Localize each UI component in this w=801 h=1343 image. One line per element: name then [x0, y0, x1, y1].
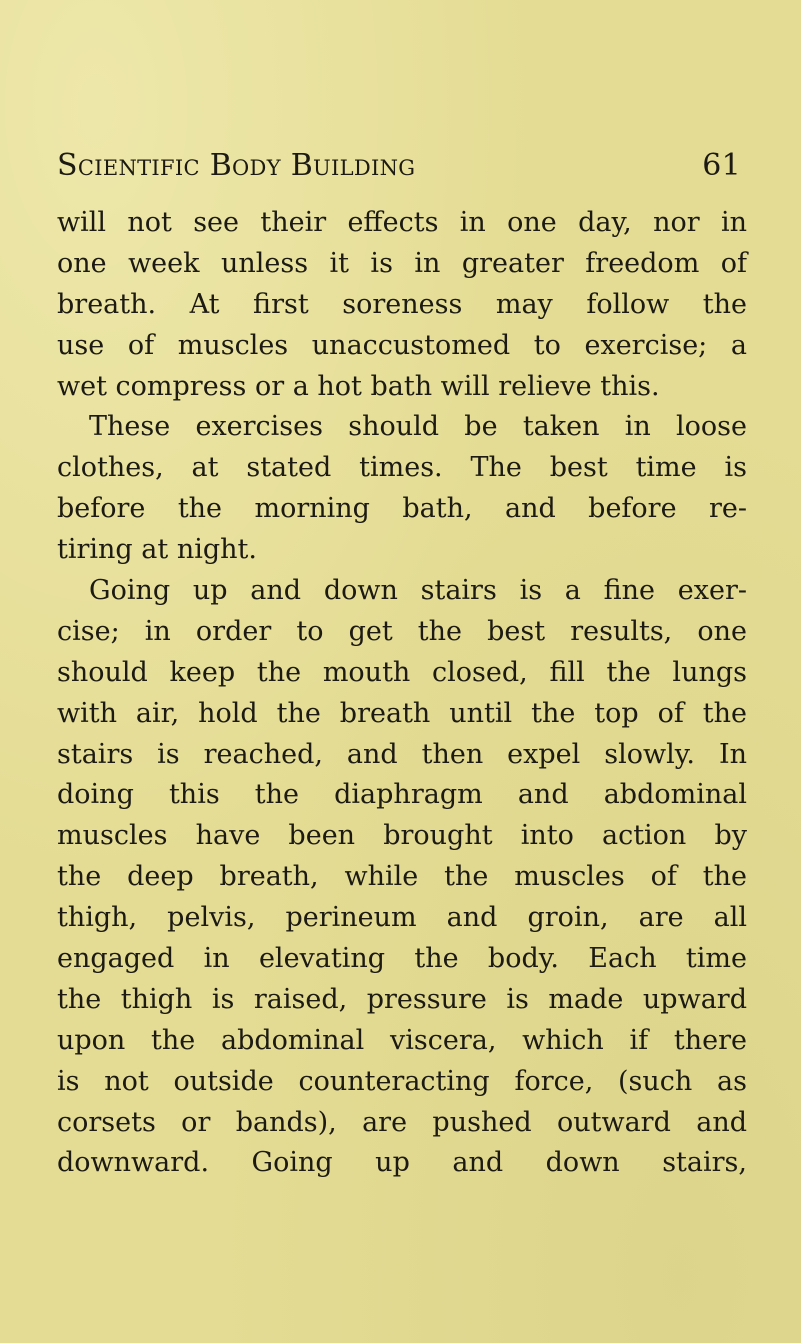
- text-line: breath. At first soreness may follow the: [57, 288, 747, 320]
- text-line: use of muscles unaccustomed to exercise; a: [57, 329, 747, 361]
- running-head-title: Scientific Body Building: [57, 148, 416, 183]
- text-line: the thigh is raised, pressure is made upward: [57, 983, 747, 1015]
- text-line: before the morning bath, and before re-: [57, 493, 747, 525]
- text-line: will not see their effects in one day, nor in: [57, 207, 747, 238]
- text-line: wet compress or a hot bath will relieve this.: [57, 370, 660, 402]
- paragraph-first-line: These exercises should be taken in loose: [89, 411, 747, 443]
- text-line: the deep breath, while the muscles of the: [57, 861, 747, 893]
- page-number: 61: [702, 148, 741, 183]
- text-line: corsets or bands), are pushed outward and: [57, 1106, 747, 1138]
- text-line: tiring at night.: [57, 534, 257, 566]
- text-line: engaged in elevating the body. Each time: [57, 943, 747, 975]
- body-text: [57, 203, 747, 1184]
- text-line: one week unless it is in greater freedom of: [57, 247, 747, 279]
- text-line: upon the abdominal viscera, which if there: [57, 1024, 747, 1056]
- text-line: downward. Going up and down stairs,: [57, 1147, 747, 1179]
- text-line: cise; in order to get the best results, one: [57, 615, 747, 647]
- text-line: should keep the mouth closed, fill the lungs: [57, 656, 747, 688]
- text-line: is not outside counteracting force, (such as: [57, 1065, 747, 1097]
- text-line: doing this the diaphragm and abdominal: [57, 779, 747, 811]
- text-line: with air, hold the breath until the top of the: [57, 697, 747, 729]
- running-head: [57, 148, 741, 184]
- text-line: thigh, pelvis, perineum and groin, are all: [57, 902, 747, 934]
- text-line: stairs is reached, and then expel slowly. In: [57, 738, 747, 770]
- text-line: clothes, at stated times. The best time is: [57, 452, 747, 484]
- paragraph-first-line: Going up and down stairs is a fine exer-: [89, 575, 747, 607]
- text-line: muscles have been brought into action by: [57, 820, 747, 852]
